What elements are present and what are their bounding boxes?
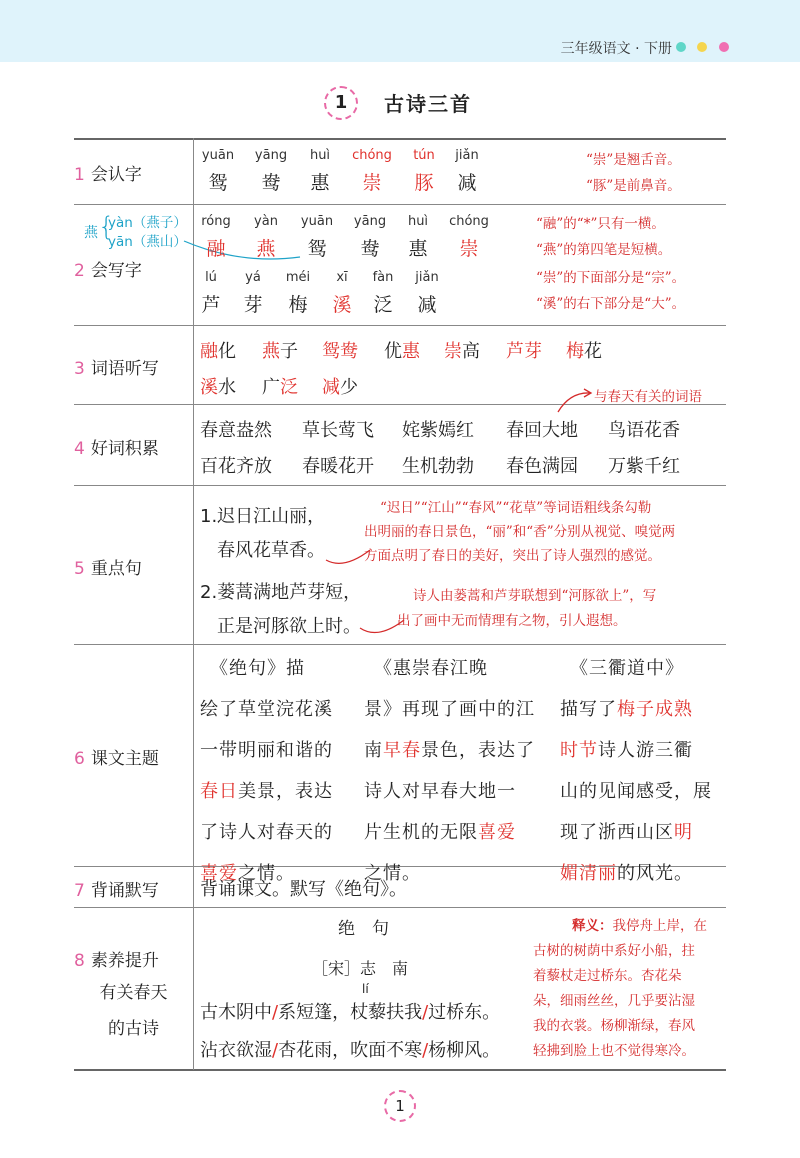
- key-sentence-line: 2.蒌蒿满地芦芽短，: [200, 582, 362, 603]
- arrow-icon: [556, 386, 596, 416]
- theme-line: 喜爱之情。: [200, 863, 295, 884]
- key-sentence-line: 正是河豚欲上时。: [217, 616, 361, 637]
- note: “溪”的右下部分是“大”。: [536, 296, 686, 312]
- theme-line: 片生机的无限喜爱: [364, 822, 516, 843]
- note: 出明丽的春日景色，“丽”和“香”分别从视觉、嗅觉两: [364, 524, 676, 540]
- theme-column-3: [560, 648, 710, 894]
- table-top-border: [74, 138, 726, 140]
- theme-line: 了诗人对春天的: [200, 822, 333, 843]
- lesson-title: 古诗三首: [384, 92, 472, 116]
- section-8-label: 8 素养提升: [74, 951, 159, 971]
- recite-text: 背诵课文。默写《绝句》。: [200, 879, 407, 900]
- note: “迟日”“江山”“春风”“花草”等词语粗线条勾勒: [380, 500, 652, 516]
- theme-line: 一带明丽和谐的: [200, 740, 333, 761]
- theme-line: 《三衢道中》: [560, 658, 684, 679]
- section-6-label: 6 课文主题: [74, 749, 159, 769]
- note: 方面点明了春日的美好，突出了诗人强烈的感觉。: [364, 548, 661, 564]
- dot-yellow: [697, 42, 707, 52]
- theme-line: 南早春景色，表达了: [364, 740, 535, 761]
- lesson-number: 1: [324, 86, 358, 120]
- theme-line: 山的见闻感受，展: [560, 781, 712, 802]
- top-banner: [0, 0, 800, 62]
- section-7-label: 7 背诵默写: [74, 881, 159, 901]
- theme-line: 现了浙西山区明: [560, 822, 693, 843]
- page-number: 1: [384, 1090, 416, 1122]
- row-divider: [74, 644, 726, 645]
- poem-line-2: 沾衣欲湿/杏花雨，吹面不寒/杨柳风。: [200, 1040, 501, 1061]
- poem-line-1: 古木阴中/系短篷，杖藜扶我/过桥东。: [200, 1002, 501, 1023]
- theme-line: 《绝句》描: [200, 658, 305, 679]
- dot-teal: [676, 42, 686, 52]
- theme-line: 绘了草堂浣花溪: [200, 699, 333, 720]
- book-title: 三年级语文 · 下册: [560, 41, 672, 57]
- row-divider: [74, 485, 726, 486]
- lesson-header: [0, 86, 800, 126]
- dot-pink: [719, 42, 729, 52]
- note: “崇”是翘舌音。: [586, 152, 681, 168]
- theme-line: 《惠崇春江晚: [364, 658, 488, 679]
- section-2-label: 2 会写字: [74, 261, 142, 281]
- row-divider: [74, 204, 726, 205]
- note: “豚”是前鼻音。: [586, 178, 681, 194]
- note: 与春天有关的词语: [594, 389, 702, 405]
- note: 出了画中无而情理有之物，引人遐想。: [397, 613, 627, 629]
- section-1-label: 1 会认字: [74, 165, 142, 185]
- theme-line: 春日美景，表达: [200, 781, 333, 802]
- theme-column-1: [200, 648, 350, 894]
- theme-line: 诗人对早春大地一: [364, 781, 516, 802]
- theme-column-2: [364, 648, 535, 894]
- section-8-sub: 有关春天: [99, 983, 168, 1003]
- section-8-sub: 的古诗: [108, 1019, 159, 1039]
- pronunciation: lí: [362, 982, 369, 996]
- key-sentence-line: 1.迟日江山丽，: [200, 506, 326, 527]
- note: 诗人由蒌蒿和芦芽联想到“河豚欲上”，写: [413, 588, 657, 604]
- row-divider: [74, 907, 726, 908]
- poem-author: ［宋］志 南: [312, 959, 409, 978]
- note: “融”的“*”只有一横。: [536, 216, 665, 232]
- section-5-label: 5 重点句: [74, 559, 142, 579]
- row-divider: [74, 325, 726, 326]
- theme-line: 描写了梅子成熟: [560, 699, 693, 720]
- theme-line: 景》再现了画中的江: [364, 699, 535, 720]
- table-bottom-border: [74, 1069, 726, 1071]
- note: “燕”的第四笔是短横。: [536, 242, 672, 258]
- section-4-label: 4 好词积累: [74, 439, 159, 459]
- theme-line: 时节诗人游三衢: [560, 740, 693, 761]
- theme-line: 媚清丽的风光。: [560, 863, 693, 884]
- key-sentence-line: 春风花草香。: [217, 540, 325, 561]
- section-3-label: 3 词语听写: [74, 359, 159, 379]
- poem-title: 绝 句: [338, 919, 389, 939]
- theme-line: 之情。: [364, 863, 421, 884]
- note: “崇”的下面部分是“宗”。: [536, 270, 686, 286]
